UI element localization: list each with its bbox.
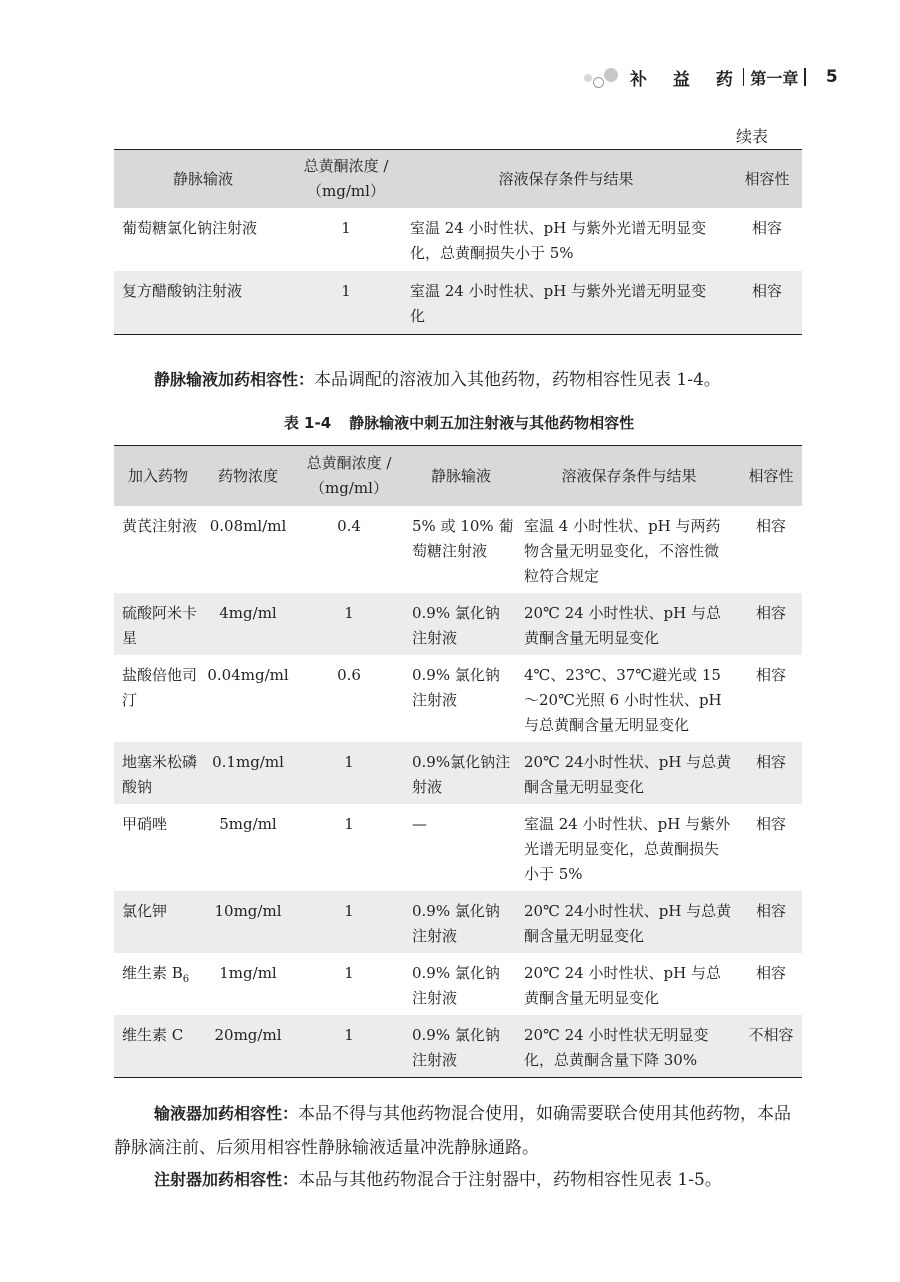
table-row xyxy=(114,1015,802,1078)
table-cell: 0.9% 氯化钠注射液 xyxy=(404,593,518,655)
table-cell: 20℃ 24小时性状、pH 与总黄酮含量无明显变化 xyxy=(518,891,740,953)
table-cell: 0.9% 氯化钠注射液 xyxy=(412,964,500,1007)
table-cell: 1 xyxy=(341,219,351,237)
paragraph-text: 本品与其他药物混合于注射器中，药物相容性见表 1-5。 xyxy=(298,1170,722,1190)
table-cell: 盐酸倍他司汀 xyxy=(122,666,198,709)
table-row xyxy=(114,804,802,891)
table-cell: 10mg/ml xyxy=(202,891,294,953)
table-cell: 0.6 xyxy=(337,666,361,684)
table-cell: 相容 xyxy=(755,517,786,535)
paragraph-infusion-set xyxy=(114,1097,804,1165)
table-cell: 0.9% 氯化钠注射液 xyxy=(404,1015,518,1078)
table-cell: 20℃ 24 小时性状无明显变化，总黄酮含量下降 30% xyxy=(518,1015,740,1078)
table-cell: 20mg/ml xyxy=(202,1015,294,1078)
column-header: 溶液保存条件与结果 xyxy=(400,150,732,209)
table-cell: 4mg/ml xyxy=(202,593,294,655)
table-row xyxy=(114,506,802,593)
decorative-dots-icon xyxy=(580,62,622,92)
paragraph-syringe xyxy=(114,1163,804,1197)
table-cell: 葡萄糖氯化钠注射液 xyxy=(122,219,258,237)
table-cell: 硫酸阿米卡星 xyxy=(114,593,202,655)
table-row xyxy=(114,208,802,271)
page-number: 5 xyxy=(825,67,838,87)
subscript: 6 xyxy=(182,974,190,985)
table-cell: 1 xyxy=(294,891,404,953)
compatibility-table-1-4 xyxy=(114,445,802,1078)
table-cell: 相容 xyxy=(755,964,786,982)
table-cell: 1 xyxy=(294,593,404,655)
table-cell: 0.9% 氯化钠注射液 xyxy=(404,891,518,953)
caption-title: 静脉输液中刺五加注射液与其他药物相容性 xyxy=(349,414,635,432)
table-cell: 1 xyxy=(344,815,354,833)
paragraph-text: 本品不得与其他药物混合使用，如确需要联合使用其他药物，本品静脉滴注前、后须用相容性静脉输液适量冲洗静脉通路。 xyxy=(114,1104,792,1158)
table-row xyxy=(114,742,802,804)
running-header xyxy=(580,62,840,92)
table-header-row xyxy=(114,446,802,507)
paragraph-iv-compatibility xyxy=(114,363,804,397)
column-header: 加入药物 xyxy=(114,446,202,507)
section-title: 补 益 药 xyxy=(630,69,743,90)
column-header: 总黄酮浓度 /（mg/ml） xyxy=(292,150,400,209)
table-cell: 0.04mg/ml xyxy=(207,666,289,684)
table-cell: 0.4 xyxy=(337,517,361,535)
table-cell: 相容 xyxy=(732,271,802,335)
paragraph-term: 注射器加药相容性： xyxy=(154,1170,299,1189)
table-cell: 相容 xyxy=(755,666,786,684)
table-cell: 相容 xyxy=(740,891,802,953)
table-cell: 地塞米松磷酸钠 xyxy=(114,742,202,804)
column-header: 药物浓度 xyxy=(202,446,294,507)
table-cell: 维生素 C xyxy=(114,1015,202,1078)
table-row xyxy=(114,593,802,655)
table-cell: 1 xyxy=(344,964,354,982)
table-cell: 室温 24 小时性状、pH 与紫外光谱无明显变化，总黄酮损失小于 5% xyxy=(410,219,707,262)
table-cell: 黄芪注射液 xyxy=(122,517,198,535)
table-cell: 不相容 xyxy=(740,1015,802,1078)
table-cell: 0.1mg/ml xyxy=(202,742,294,804)
chapter-label: 第一章 xyxy=(750,68,799,88)
table-cell: 相容 xyxy=(740,742,802,804)
table-row xyxy=(114,271,802,335)
table-cell: 相容 xyxy=(755,815,786,833)
table-cell: 维生素 $B_6$ xyxy=(122,964,190,985)
table-cell: 相容 xyxy=(751,219,782,237)
column-header: 溶液保存条件与结果 xyxy=(518,446,740,507)
table-cell: 0.9% 氯化钠注射液 xyxy=(412,666,500,709)
header-divider xyxy=(743,68,745,86)
table-cell: 1mg/ml xyxy=(219,964,277,982)
table-cell: 0.08ml/ml xyxy=(209,517,287,535)
table-cell: 20℃ 24小时性状、pH 与总黄酮含量无明显变化 xyxy=(518,742,740,804)
table-cell: 复方醋酸钠注射液 xyxy=(114,271,292,335)
table-cell: 5mg/ml xyxy=(219,815,277,833)
column-header: 总黄酮浓度 /（mg/ml） xyxy=(294,446,404,507)
table-row xyxy=(114,655,802,742)
column-header: 静脉输液 xyxy=(114,150,292,209)
paragraph-term: 静脉输液加药相容性： xyxy=(154,370,315,389)
table-cell: 1 xyxy=(294,1015,404,1078)
table-cell: 室温 24 小时性状、pH 与紫外光谱无明显变化 xyxy=(400,271,732,335)
compatibility-table-continued xyxy=(114,149,802,335)
table-cell: 0.9%氯化钠注射液 xyxy=(404,742,518,804)
table-cell: 20℃ 24 小时性状、pH 与总黄酮含量无明显变化 xyxy=(524,964,721,1007)
table-row xyxy=(114,953,802,1015)
table-cell: 1 xyxy=(292,271,400,335)
table-cell: 5% 或 10% 葡萄糖注射液 xyxy=(412,517,514,560)
table-header-row xyxy=(114,150,802,209)
column-header: 相容性 xyxy=(740,446,802,507)
table-cell: 1 xyxy=(294,742,404,804)
table-row xyxy=(114,891,802,953)
table-cell: 20℃ 24 小时性状、pH 与总黄酮含量无明显变化 xyxy=(518,593,740,655)
table-caption xyxy=(114,412,804,433)
table-cell: — xyxy=(412,815,427,833)
table-cell: 室温 24 小时性状、pH 与紫外光谱无明显变化，总黄酮损失小于 5% xyxy=(524,815,731,883)
continued-label: 续表 xyxy=(736,127,769,146)
header-divider xyxy=(804,68,806,86)
table-cell: 相容 xyxy=(740,593,802,655)
column-header: 相容性 xyxy=(732,150,802,209)
table-cell: 4℃、23℃、37℃避光或 15～20℃光照 6 小时性状、pH 与总黄酮含量无明显变化 xyxy=(524,666,722,734)
column-header: 静脉输液 xyxy=(404,446,518,507)
paragraph-text: 本品调配的溶液加入其他药物，药物相容性见表 1-4。 xyxy=(314,370,721,390)
table-cell: 甲硝唑 xyxy=(122,815,168,833)
table-cell: 室温 4 小时性状、pH 与两药物含量无明显变化，不溶性微粒符合规定 xyxy=(524,517,721,585)
table-cell: 氯化钾 xyxy=(114,891,202,953)
caption-number: 表 1-4 xyxy=(283,414,332,432)
paragraph-term: 输液器加药相容性： xyxy=(154,1104,299,1123)
